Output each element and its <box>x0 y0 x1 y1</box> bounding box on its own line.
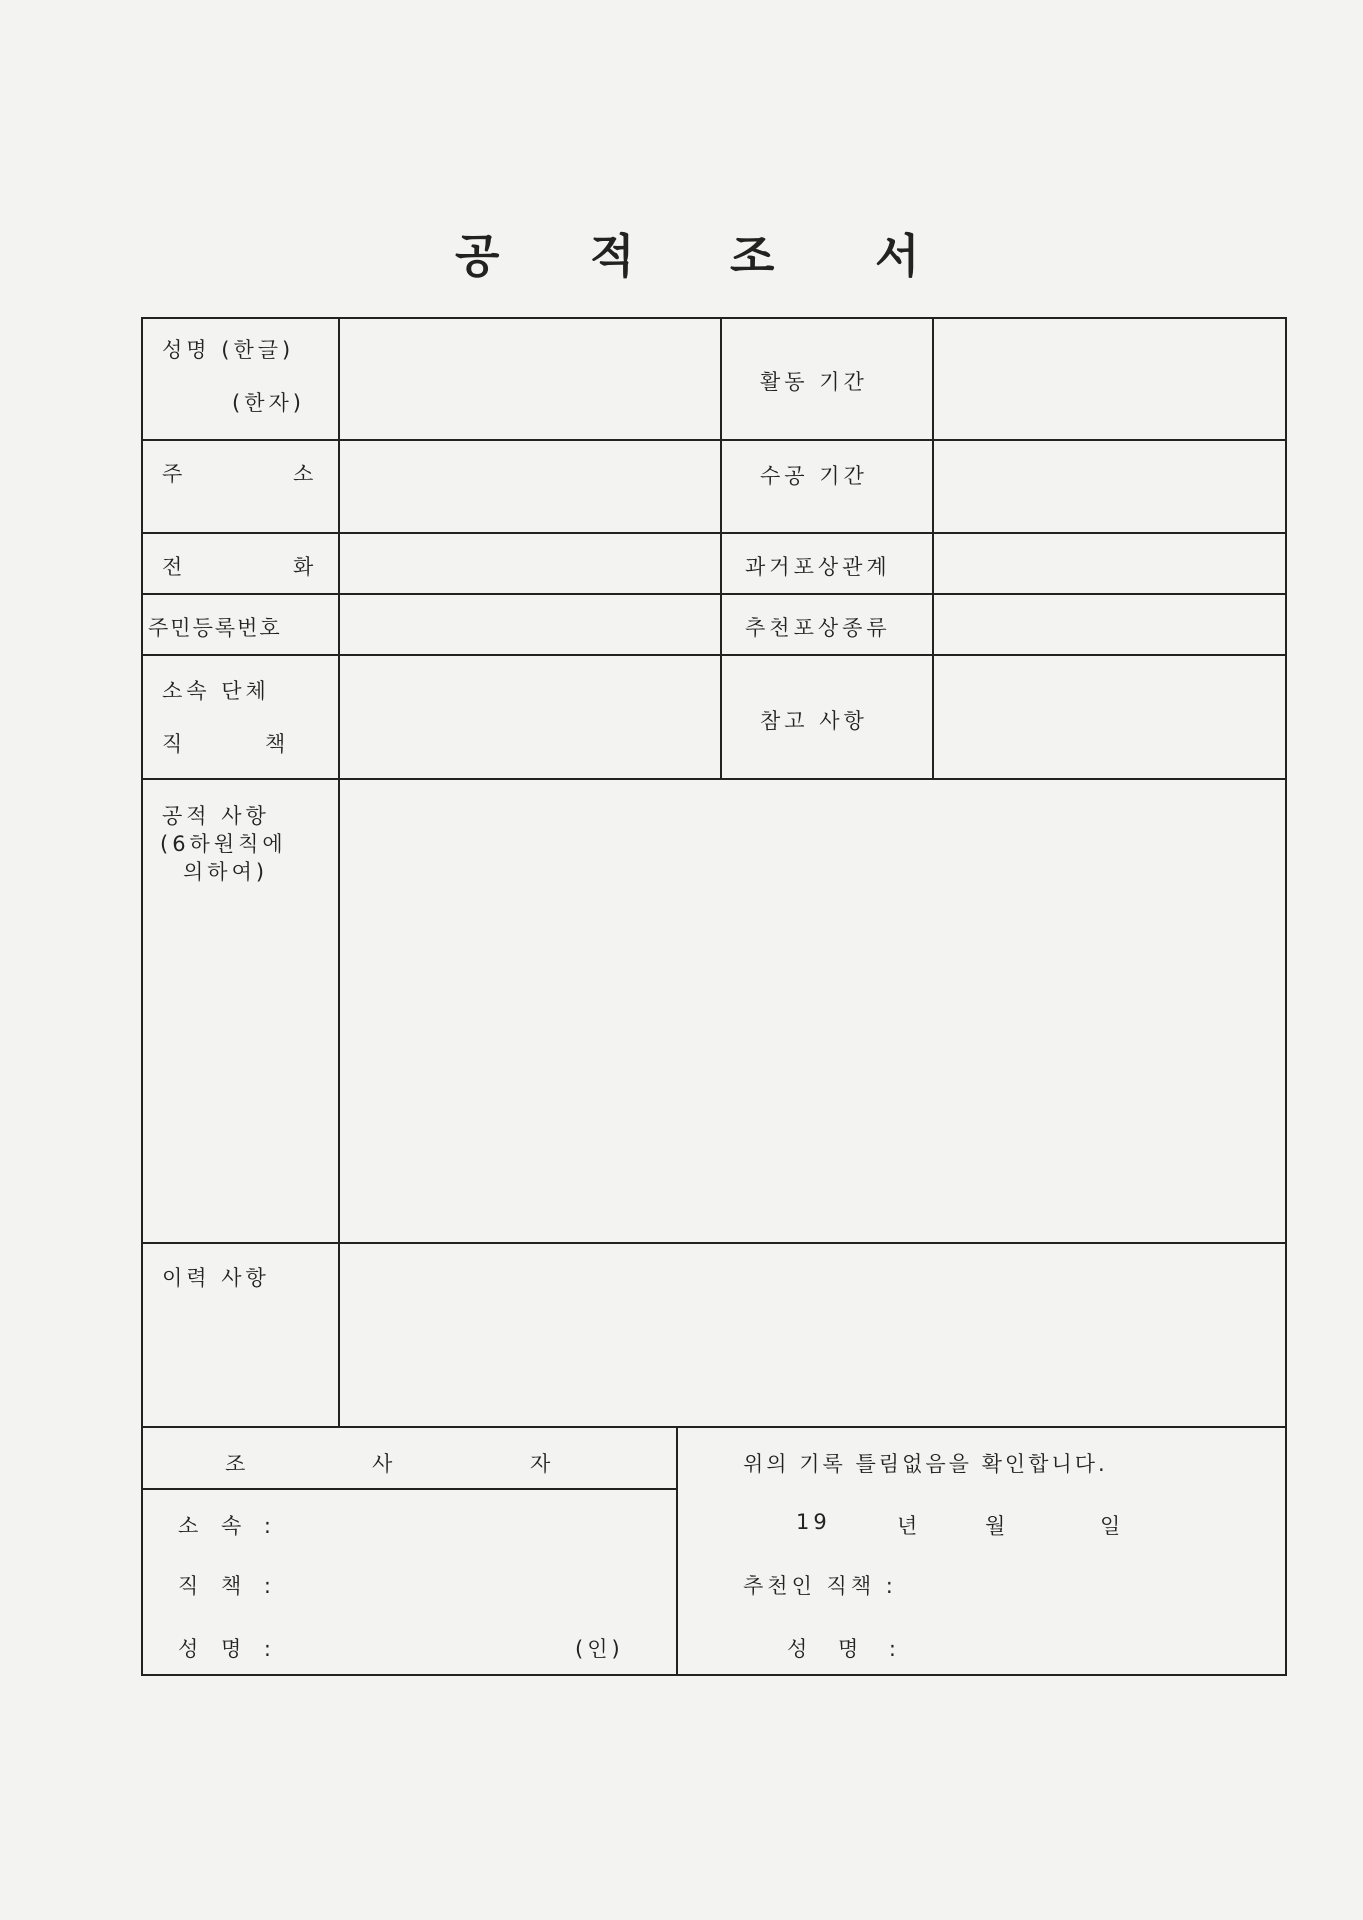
label-name-hangul: 성명 (한글) <box>162 338 295 362</box>
recommender-name: 성 명 : <box>787 1637 908 1661</box>
label-service-period: 수공 기간 <box>760 464 868 488</box>
row-divider <box>141 778 1287 780</box>
label-remarks: 참고 사항 <box>760 709 868 733</box>
investigator-header: 조 <box>225 1452 250 1476</box>
col-divider <box>338 317 340 1427</box>
date-month-label: 월 <box>985 1514 1010 1538</box>
title-char: 서 <box>875 229 920 283</box>
title-char: 적 <box>590 229 635 283</box>
row-divider <box>141 1242 1287 1244</box>
title-char: 공 <box>455 229 500 283</box>
seal-mark: (인) <box>575 1637 624 1661</box>
table-border <box>1285 317 1287 1676</box>
date-year: 19 <box>796 1510 831 1534</box>
recommender-position: 추천인 직책 : <box>743 1574 897 1598</box>
row-divider <box>141 1488 677 1490</box>
label-address: 소 <box>293 462 318 486</box>
investigator-position: 직 책 : <box>178 1574 279 1598</box>
investigator-name: 성 명 : <box>178 1637 279 1661</box>
investigator-header: 자 <box>530 1452 555 1476</box>
title-char: 조 <box>730 229 775 283</box>
investigator-affiliation: 소 속 : <box>178 1514 279 1538</box>
table-border <box>141 317 143 1676</box>
label-merit-note: 의하여) <box>183 860 269 884</box>
table-border <box>141 317 1287 319</box>
investigator-header: 사 <box>372 1452 397 1476</box>
label-address: 주 <box>162 462 187 486</box>
label-merit: 공적 사항 <box>162 804 270 828</box>
row-divider <box>141 654 1287 656</box>
table-border <box>141 1674 1287 1676</box>
label-name-hanja: (한자) <box>232 391 305 415</box>
label-resident-no: 주민등록번호 <box>148 616 282 640</box>
row-divider <box>141 593 1287 595</box>
confirmation-statement: 위의 기록 틀림없음을 확인합니다. <box>743 1452 1108 1476</box>
date-year-label: 년 <box>897 1514 922 1538</box>
row-divider <box>141 1426 1287 1428</box>
label-past-awards: 과거포상관계 <box>745 555 891 579</box>
label-position: 책 <box>265 732 290 756</box>
label-phone: 전 <box>162 555 187 579</box>
label-history: 이력 사항 <box>162 1266 270 1290</box>
col-divider <box>676 1426 678 1676</box>
label-position: 직 <box>162 732 187 756</box>
col-divider <box>932 317 934 779</box>
label-merit-note: (6하원칙에 <box>160 832 287 856</box>
label-phone: 화 <box>293 555 318 579</box>
label-organization: 소속 단체 <box>162 679 270 703</box>
label-activity-period: 활동 기간 <box>760 370 868 394</box>
row-divider <box>141 439 1287 441</box>
col-divider <box>720 317 722 779</box>
label-recommended-award: 추천포상종류 <box>745 616 891 640</box>
row-divider <box>141 532 1287 534</box>
date-day-label: 일 <box>1100 1514 1125 1538</box>
